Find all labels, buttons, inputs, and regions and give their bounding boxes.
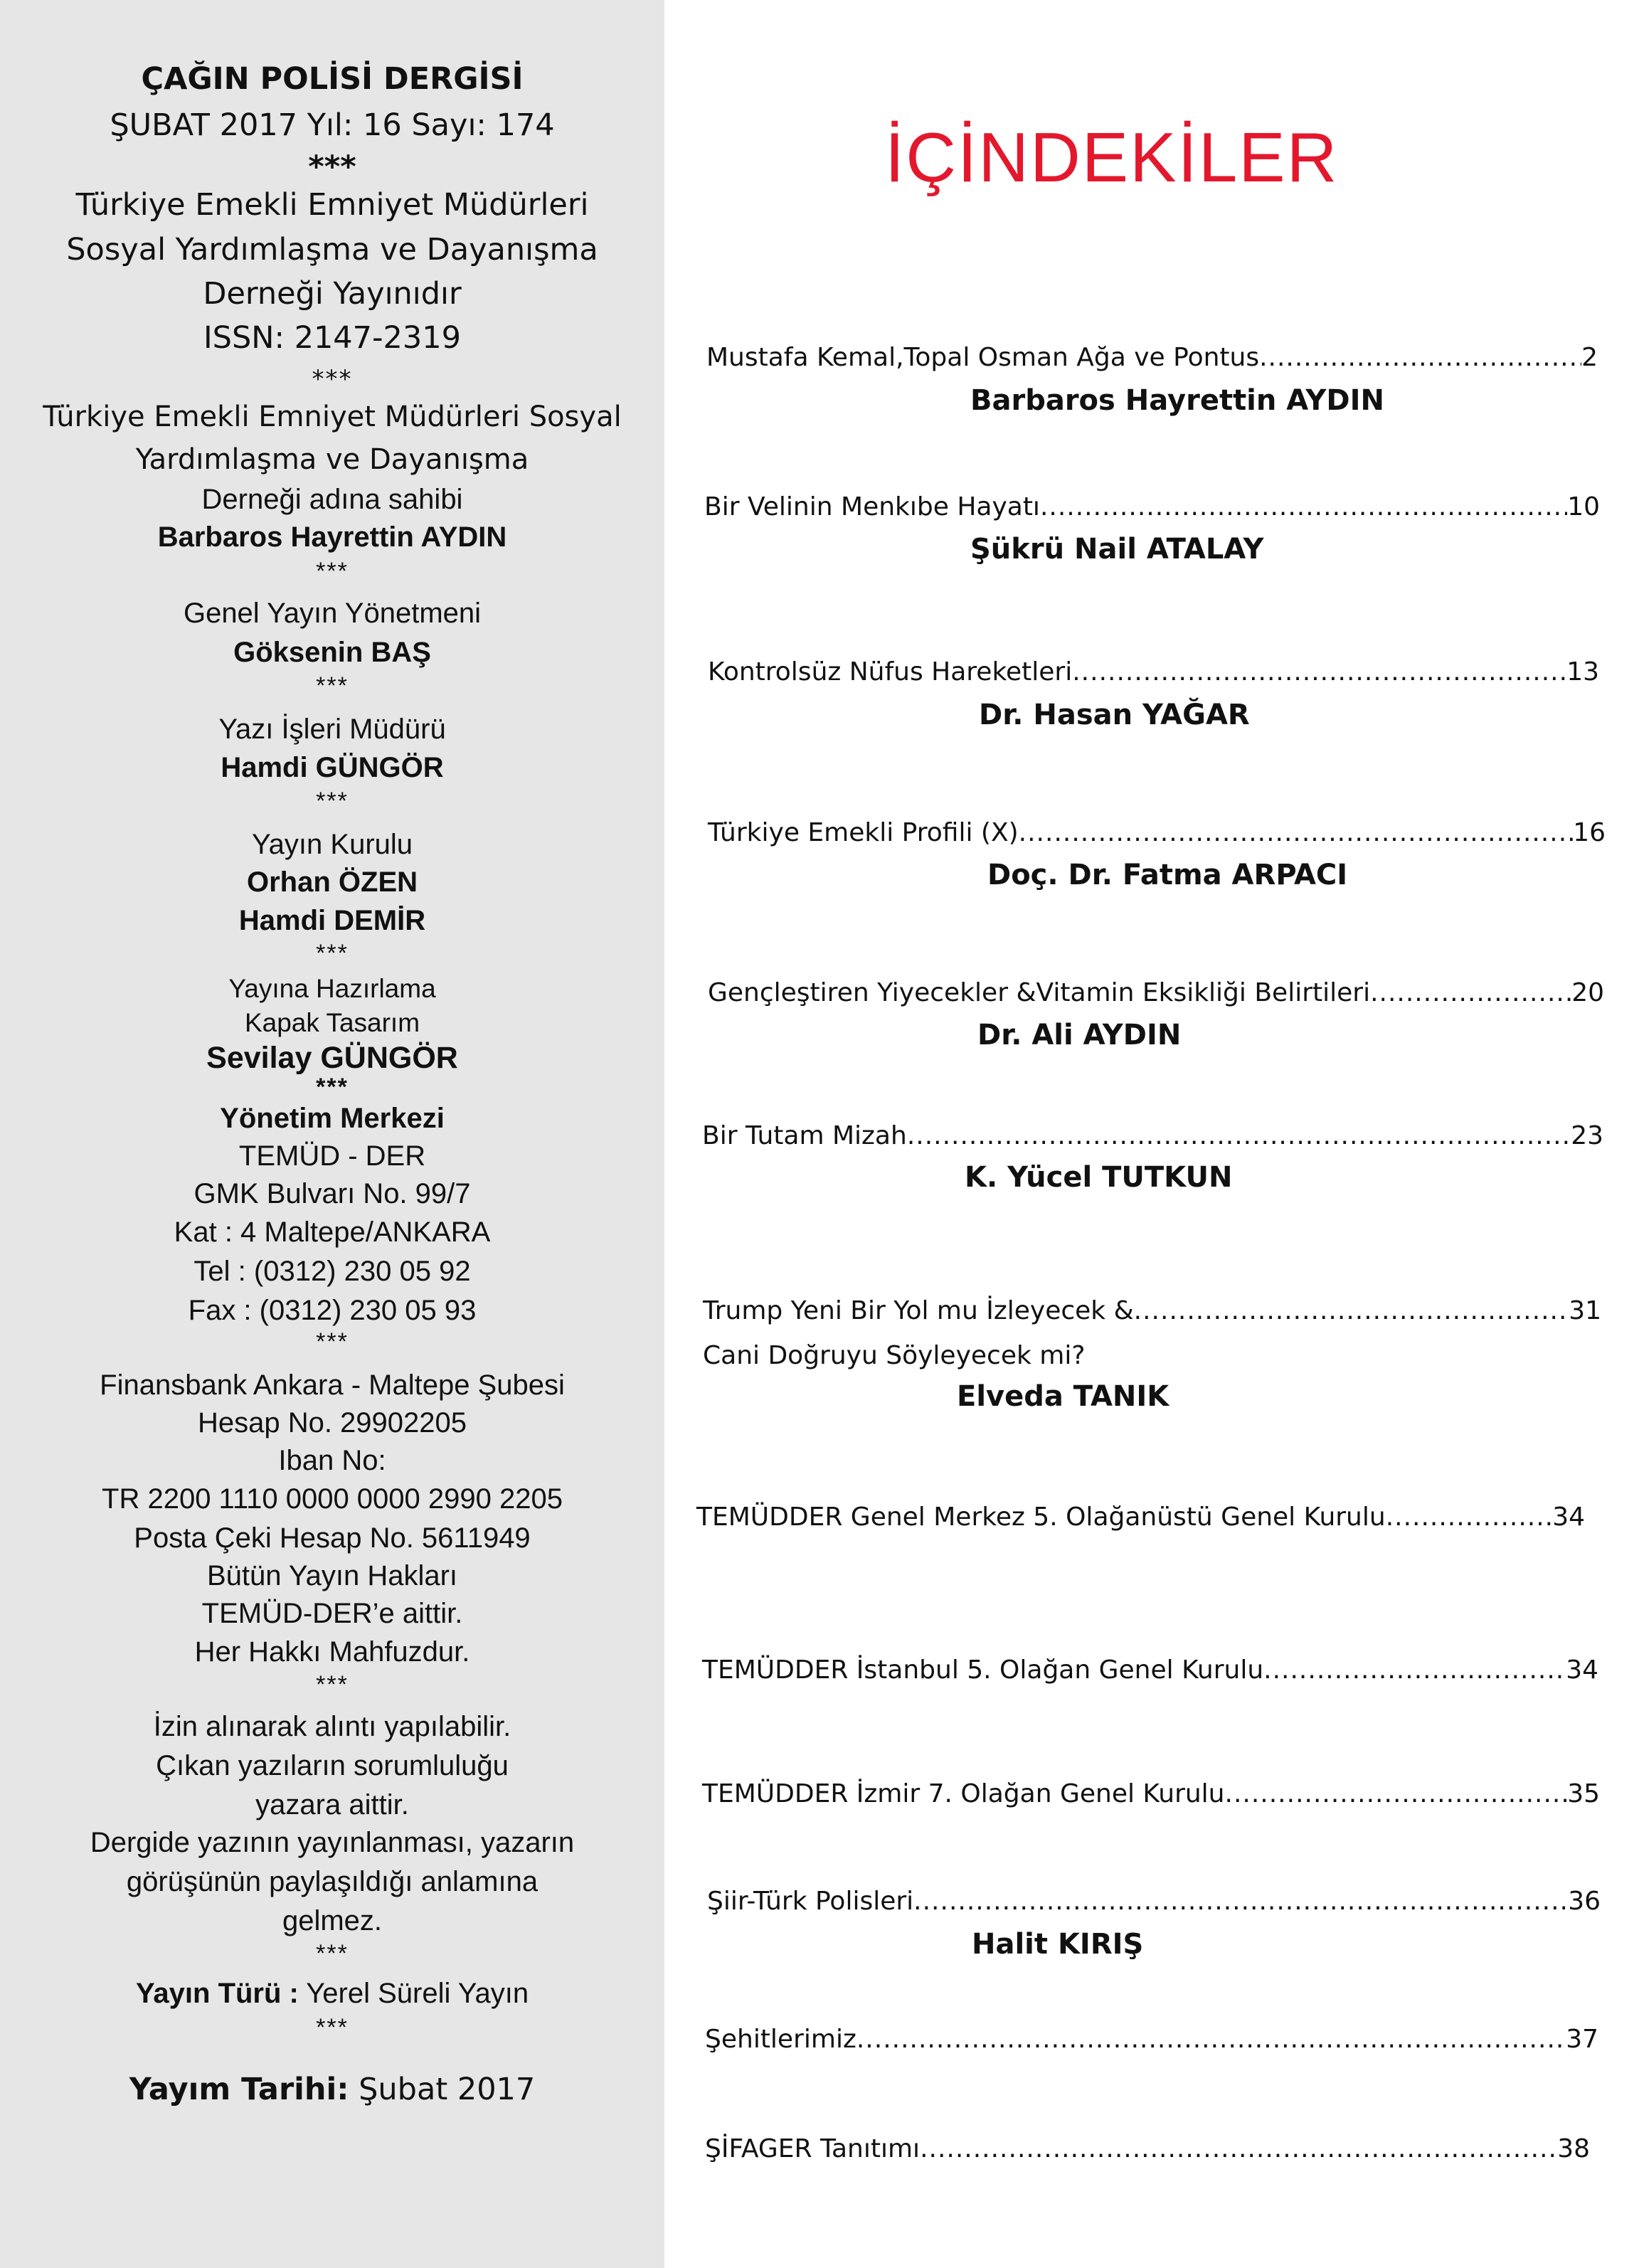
separator: *** [312, 365, 353, 393]
bank-line: Iban No: [278, 1445, 386, 1476]
notice-line: görüşünün paylaşıldığı anlamına [126, 1866, 539, 1897]
separator: *** [316, 940, 349, 967]
toc-entry[interactable] [708, 978, 1604, 1007]
toc-page-number: 34 [1552, 1503, 1585, 1532]
prep-label: Yayına Hazırlama [228, 974, 436, 1003]
toc-leader [1040, 492, 1567, 521]
toc-entry[interactable] [708, 657, 1599, 687]
separator: *** [316, 788, 349, 815]
toc-leader [1019, 818, 1574, 847]
board-member: Orhan ÖZEN [246, 867, 418, 898]
publication-date-label: Yayım Tarihi: [129, 2072, 349, 2107]
toc-author: Barbaros Hayrettin AYDIN [970, 384, 1384, 417]
issue-line: ŞUBAT 2017 Yıl: 16 Sayı: 174 [110, 107, 555, 143]
publisher-line: Derneği Yayınıdır [203, 276, 462, 312]
bank-line: Hesap No. 29902205 [197, 1407, 467, 1438]
colophon-panel [0, 0, 664, 2268]
toc-entry-title-line2 [703, 1341, 1085, 1370]
rights-line: TEMÜD-DER’e aittir. [201, 1598, 463, 1629]
owner-name: Barbaros Hayrettin AYDIN [157, 521, 507, 553]
iban: TR 2200 1110 0000 0000 2990 2205 [102, 1483, 563, 1515]
owner-org-line: Yardımlaşma ve Dayanışma [135, 443, 529, 476]
toc-leader [1370, 978, 1571, 1007]
bank-line: Finansbank Ankara - Maltepe Şubesi [100, 1369, 565, 1401]
toc-author: K. Yücel TUTKUN [965, 1161, 1233, 1194]
toc-entry-title: Cani Doğruyu Söyleyecek mi? [703, 1341, 1086, 1370]
toc-page-number: 38 [1557, 2134, 1590, 2163]
rights-line: Bütün Yayın Hakları [206, 1560, 458, 1591]
board-member: Hamdi DEMİR [238, 905, 426, 936]
toc-entry[interactable] [703, 1296, 1601, 1325]
toc-page-number: 36 [1568, 1887, 1601, 1916]
publication-type-label: Yayın Türü : [135, 1978, 299, 2009]
toc-page-number: 31 [1569, 1296, 1601, 1325]
board-label: Yayın Kurulu [251, 829, 413, 860]
toc-author: Elveda TANIK [957, 1380, 1169, 1413]
toc-leader [1259, 343, 1581, 372]
toc-entry-title: Bir Velinin Menkıbe Hayatı [704, 492, 1040, 521]
cover-label: Kapak Tasarım [244, 1008, 420, 1037]
toc-entry-title: TEMÜDDER Genel Merkez 5. Olağanüstü Genel Kurulu [696, 1503, 1386, 1532]
designer-name: Sevilay GÜNGÖR [206, 1041, 458, 1075]
toc-entry-title: Şehitlerimiz [705, 2025, 856, 2054]
address-line: Tel : (0312) 230 05 92 [193, 1256, 471, 1287]
address-line: Fax : (0312) 230 05 93 [188, 1295, 477, 1326]
address-line: Kat : 4 Maltepe/ANKARA [174, 1217, 491, 1248]
separator: *** [316, 1074, 349, 1101]
address-line: GMK Bulvarı No. 99/7 [193, 1178, 471, 1209]
rights-line: Her Hakkı Mahfuzdur. [194, 1636, 470, 1668]
toc-leader [913, 1887, 1568, 1916]
toc-title: İÇİNDEKİLER [885, 118, 1339, 196]
toc-entry[interactable] [702, 1779, 1600, 1808]
separator: *** [316, 1940, 349, 1967]
owner-label: Derneği adına sahibi [201, 484, 463, 515]
separator: *** [316, 558, 349, 585]
toc-entry[interactable] [696, 1503, 1585, 1532]
managing-label: Yazı İşleri Müdürü [218, 714, 446, 745]
toc-entry[interactable] [705, 2134, 1590, 2163]
issn: ISSN: 2147-2319 [203, 320, 461, 356]
notice-line: Dergide yazının yayınlanması, yazarın [90, 1827, 575, 1858]
toc-page-number: 34 [1566, 1655, 1598, 1685]
magazine-name: ÇAĞIN POLİSİ DERGİSİ [141, 61, 524, 97]
toc-leader [1072, 657, 1566, 687]
publication-type-value: Yerel Süreli Yayın [298, 1978, 529, 2009]
toc-entry-title: TEMÜDDER İstanbul 5. Olağan Genel Kurulu [702, 1655, 1264, 1685]
toc-entry-title: ŞİFAGER Tanıtımı [705, 2134, 921, 2163]
toc-page-number: 16 [1573, 818, 1606, 847]
toc-author: Halit KIRIŞ [972, 1928, 1144, 1961]
toc-entry-title: Bir Tutam Mizah [702, 1121, 907, 1150]
toc-entry-title: TEMÜDDER İzmir 7. Olağan Genel Kurulu [702, 1779, 1225, 1808]
publisher-line: Sosyal Yardımlaşma ve Dayanışma [66, 232, 598, 267]
toc-author: Doç. Dr. Fatma ARPACI [987, 859, 1348, 891]
toc-entry-title: Mustafa Kemal,Topal Osman Ağa ve Pontus [706, 343, 1260, 372]
toc-entry[interactable] [705, 2025, 1598, 2054]
editor-name: Göksenin BAŞ [233, 637, 431, 668]
toc-page-number: 20 [1571, 978, 1604, 1007]
toc-author: Dr. Hasan YAĞAR [979, 699, 1250, 731]
address-line: TEMÜD - DER [238, 1140, 426, 1172]
toc-page-number: 37 [1566, 2025, 1598, 2054]
toc-entry[interactable] [706, 343, 1598, 372]
publication-date-value: Şubat 2017 [349, 2072, 536, 2107]
toc-leader [856, 2025, 1566, 2054]
toc-entry[interactable] [704, 492, 1600, 521]
managing-name: Hamdi GÜNGÖR [221, 752, 444, 783]
toc-page-number: 23 [1571, 1121, 1603, 1150]
toc-entry[interactable] [702, 1121, 1603, 1150]
bank-line: Posta Çeki Hesap No. 5611949 [134, 1522, 531, 1554]
toc-leader [1386, 1503, 1552, 1532]
notice-line: gelmez. [282, 1905, 383, 1936]
toc-leader [1225, 1779, 1568, 1808]
toc-entry-title: Türkiye Emekli Profili (X) [708, 818, 1019, 847]
toc-leader [907, 1121, 1571, 1150]
toc-entry-title: Kontrolsüz Nüfus Hareketleri [708, 657, 1073, 687]
toc-entry[interactable] [707, 1887, 1601, 1916]
toc-author: Dr. Ali AYDIN [977, 1019, 1182, 1051]
hq-label: Yönetim Merkezi [220, 1103, 445, 1134]
separator: *** [308, 149, 356, 185]
separator: *** [316, 1328, 349, 1355]
editor-label: Genel Yayın Yönetmeni [183, 598, 482, 629]
publication-date [0, 2073, 664, 2107]
notice-line: yazara aittir. [255, 1789, 409, 1821]
separator: *** [316, 672, 349, 699]
toc-entry-title: Trump Yeni Bir Yol mu İzleyecek & [703, 1296, 1134, 1325]
toc-page-number: 13 [1566, 657, 1599, 687]
toc-page-number: 35 [1567, 1779, 1600, 1808]
toc-entry[interactable] [702, 1655, 1598, 1685]
toc-leader [1263, 1655, 1566, 1685]
separator: *** [316, 1671, 349, 1698]
toc-leader [920, 2134, 1557, 2163]
notice-line: İzin alınarak alıntı yapılabilir. [153, 1711, 511, 1742]
separator: *** [316, 2014, 349, 2041]
notice-line: Çıkan yazıların sorumluluğu [156, 1750, 509, 1781]
toc-leader [1134, 1296, 1569, 1325]
toc-page-number: 2 [1581, 343, 1598, 372]
toc-page-number: 10 [1567, 492, 1600, 521]
publisher-line: Türkiye Emekli Emniyet Müdürleri [75, 187, 589, 223]
owner-org-line: Türkiye Emekli Emniyet Müdürleri Sosyal [43, 401, 622, 433]
toc-entry-title: Şiir-Türk Polisleri [707, 1887, 914, 1916]
toc-entry-title: Gençleştiren Yiyecekler &Vitamin Eksikliği Belirtileri [708, 978, 1371, 1007]
publication-type [0, 1978, 664, 2009]
toc-entry[interactable] [708, 818, 1606, 847]
toc-author: Şükrü Nail ATALAY [970, 533, 1264, 566]
